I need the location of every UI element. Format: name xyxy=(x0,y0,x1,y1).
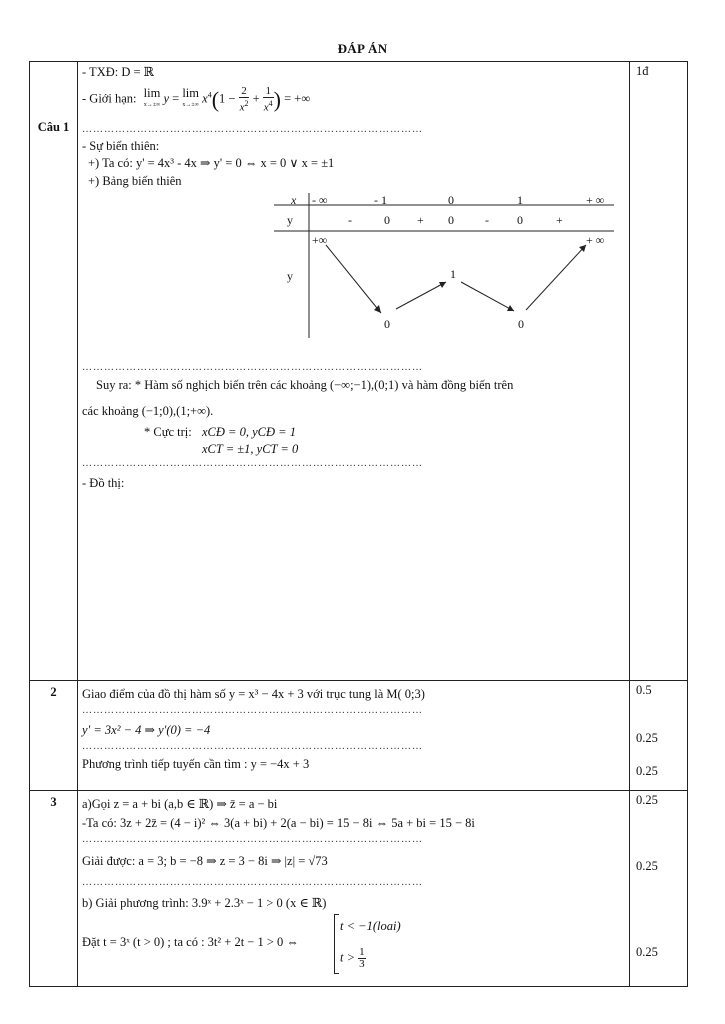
answer-table xyxy=(29,61,688,987)
divider-dots: ………………………………………………………………………………… xyxy=(82,741,423,752)
score: 0.25 xyxy=(636,731,658,745)
variation-table xyxy=(274,193,614,343)
score: 0.25 xyxy=(636,859,658,873)
system-case-2 xyxy=(340,947,366,970)
score-cell xyxy=(630,791,688,987)
row-label-cell xyxy=(30,791,78,987)
bbt-x-value: - 1 xyxy=(374,193,387,207)
row-cau-3 xyxy=(30,791,688,987)
conclusion-line-1: Suy ra: * Hàm số nghịch biến trên các khoảng (−∞;−1),(0;1) và hàm đồng biến trên xyxy=(96,378,514,392)
q2-line-2: y' = 3x² − 4 ⇒ y'(0) = −4 xyxy=(82,723,211,737)
arrow-down-2 xyxy=(461,282,514,311)
divider-dots: ………………………………………………………………………………… xyxy=(82,834,423,845)
row-cau-1 xyxy=(30,62,688,681)
bbt-x-label: x xyxy=(291,193,297,207)
bbt-yp-label: y xyxy=(287,213,293,227)
system-case-2-prefix: t > xyxy=(340,950,356,965)
score-cell xyxy=(630,681,688,791)
divider-dots: ………………………………………………………………………………… xyxy=(82,124,423,135)
score: 0.5 xyxy=(636,683,652,697)
solution-cell xyxy=(78,62,630,681)
taco-prefix: +) Ta có: xyxy=(88,156,133,170)
score: 0.25 xyxy=(636,793,658,807)
score-cell xyxy=(630,62,688,681)
math-y: y xyxy=(163,91,170,106)
row-label-cell xyxy=(30,681,78,791)
solution-cell xyxy=(78,681,630,791)
system-case-1: t < −1(loai) xyxy=(340,919,401,933)
lim-symbol-1: lim x→±∞ xyxy=(143,86,161,109)
bbt-sign: + xyxy=(556,213,563,227)
q3-line-5 xyxy=(82,919,401,970)
bbt-y-value: 1 xyxy=(450,267,456,281)
bbt-y-value: 0 xyxy=(384,317,390,331)
question-label: Câu 1 xyxy=(37,120,70,134)
divider-dots: ………………………………………………………………………………… xyxy=(82,362,423,373)
divider-dots: ………………………………………………………………………………… xyxy=(82,458,423,469)
txd-line: - TXĐ: D = ℝ xyxy=(82,65,155,79)
extrema-min: xCT = ±1, yCT = 0 xyxy=(202,442,299,456)
bbt-y-value: + ∞ xyxy=(586,233,605,247)
system-bracket xyxy=(334,914,337,974)
bbt-y-label: y xyxy=(287,269,293,283)
lim-symbol-2: lim x→±∞ xyxy=(182,86,199,109)
bbt-x-value: 1 xyxy=(517,193,523,207)
sbt-line: - Sự biến thiên: xyxy=(82,139,160,153)
q2-line-3: Phương trình tiếp tuyến cần tìm : y = −4x + 3 xyxy=(82,757,310,771)
bbt-x-value: 0 xyxy=(448,193,454,207)
page-title: ĐÁP ÁN xyxy=(337,41,388,56)
derivative-expr: y' = 4x³ - 4x ⇒ y' = 0 ⇔ x = 0 ∨ x = ±1 xyxy=(135,156,335,170)
extrema-max: xCĐ = 0, yCĐ = 1 xyxy=(202,425,296,439)
score: 0.25 xyxy=(636,945,658,959)
question-label: 3 xyxy=(50,795,57,809)
arrow-down-1 xyxy=(326,245,381,313)
bbt-sign: - xyxy=(485,213,489,227)
question-label: 2 xyxy=(50,685,57,699)
divider-dots: ………………………………………………………………………………… xyxy=(82,877,423,888)
bbt-sign: - xyxy=(348,213,352,227)
bbt-sign: 0 xyxy=(517,213,523,227)
limit-line: - Giới hạn: lim x→±∞ y = lim x→±∞ $x^4(1$ − $\frac{2}{x^2}$ + $\frac{1}{x^4}$ ) = +∞ xyxy=(82,85,311,114)
bbt-sign: 0 xyxy=(448,213,454,227)
arrow-up-1 xyxy=(396,282,446,309)
fraction-1-x4: $\frac{1}{x^4}$ xyxy=(263,85,273,114)
derivative-line xyxy=(88,155,334,171)
bbt-y-value: +∞ xyxy=(312,233,328,247)
divider-dots: ………………………………………………………………………………… xyxy=(82,705,423,716)
bbt-x-value: - ∞ xyxy=(312,193,328,207)
fraction-2-x2: $\frac{2}{x^2}$ xyxy=(239,85,249,114)
bbt-sign: + xyxy=(417,213,424,227)
bbt-label: +) Bảng biến thiên xyxy=(88,174,182,188)
graph-label: - Đồ thị: xyxy=(82,476,125,490)
q3-line-1: a)Gọi z = a + bi (a,b ∈ ℝ) ⇒ z̄ = a − bi xyxy=(82,797,278,811)
extrema-label: * Cực trị: xyxy=(144,425,192,439)
score: 0.25 xyxy=(636,764,658,778)
row-label-cell xyxy=(30,62,78,681)
bbt-x-value: + ∞ xyxy=(586,193,605,207)
substitution-text: Đặt t = 3ˣ (t > 0) ; ta có : 3t² + 2t − 1 > 0 ⇔ xyxy=(82,935,299,949)
fraction-1-3: $\frac{1}{3}$ xyxy=(359,946,365,970)
bbt-sign: 0 xyxy=(384,213,390,227)
conclusion-line-2: các khoảng (−1;0),(1;+∞). xyxy=(82,404,214,418)
row-cau-2 xyxy=(30,681,688,791)
solution-cell xyxy=(78,791,630,987)
arrow-up-2 xyxy=(526,245,586,310)
q3-line-2: -Ta có: 3z + 2z̄ = (4 − i)² ⇔ 3(a + bi) + 2(a − bi) = 15 − 8i ⇔ 5a + bi = 15 − 8i xyxy=(82,816,475,830)
limit-prefix: - Giới hạn: xyxy=(82,91,137,106)
bbt-y-value: 0 xyxy=(518,317,524,331)
variation-table-lines xyxy=(274,193,614,343)
q2-line-1: Giao điểm của đồ thị hàm số y = x³ − 4x + 3 với trục tung là M( 0;3) xyxy=(82,687,425,701)
q3-line-4: b) Giải phương trình: 3.9ˣ + 2.3ˣ − 1 > 0 (x ∈ ℝ) xyxy=(82,896,327,910)
q3-line-3: Giải được: a = 3; b = −8 ⇒ z = 3 − 8i ⇒ |z| = √73 xyxy=(82,854,328,868)
score: 1đ xyxy=(636,64,649,78)
